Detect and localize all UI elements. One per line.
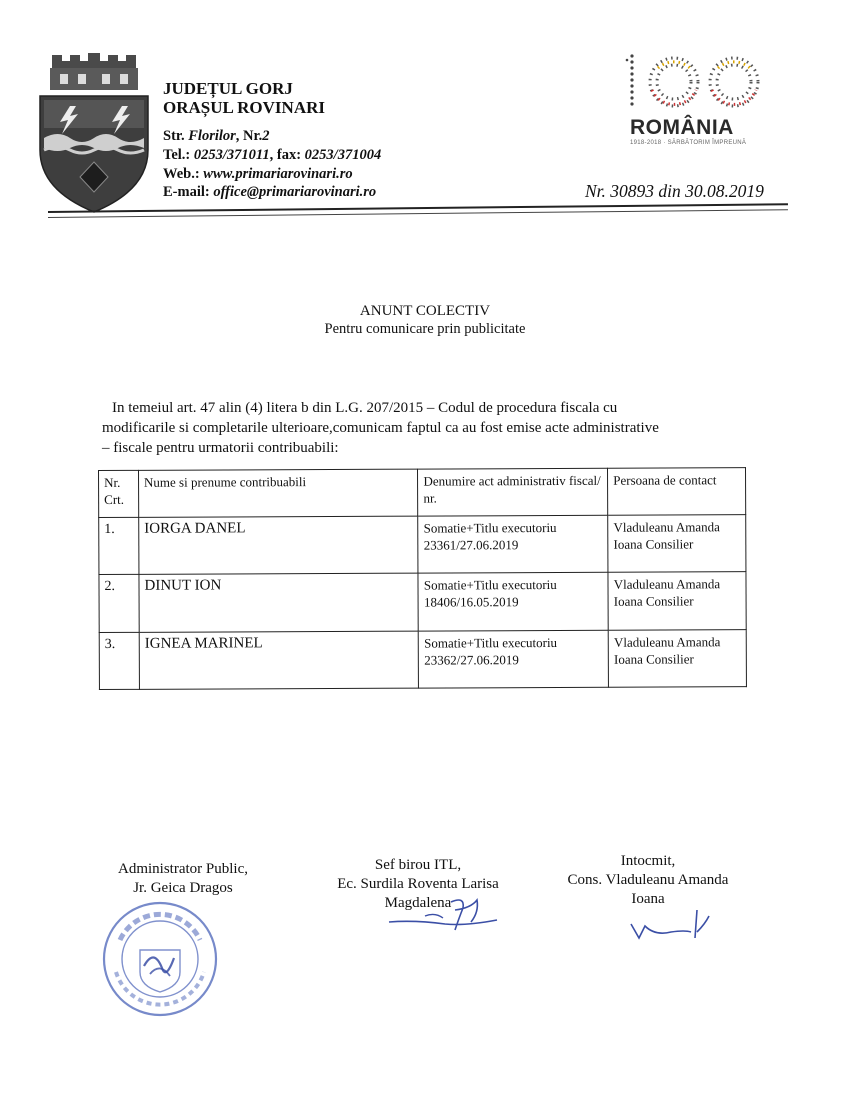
phone-line: Tel.: 0253/371011, fax: 0253/371004 [163, 147, 382, 163]
document-subtitle: Pentru comunicare prin publicitate [324, 321, 526, 337]
romania-logo-text: ROMÂNIA [630, 116, 734, 139]
handwritten-signature-icon [625, 902, 715, 944]
cell-nr: 2. [99, 575, 139, 633]
romania-100-logo-icon [622, 50, 772, 112]
cell-name: IGNEA MARINEL [139, 631, 419, 690]
signature-administrator [98, 860, 268, 898]
table-header-row [99, 468, 746, 518]
table-row [99, 572, 746, 632]
signature-name: Magdalena [384, 895, 452, 911]
signature-name: Ec. Surdila Roventa Larisa [337, 876, 499, 892]
header-contact: Persoana de contact [608, 468, 746, 516]
handwritten-signature-icon [385, 892, 500, 937]
registration-number: Nr. 30893 din 30.08.2019 [585, 181, 764, 201]
header-act: Denumire act administrativ fiscal/ nr. [418, 468, 608, 516]
cell-act: Somatie+Titlu executoriu 23362/27.06.2019 [419, 630, 609, 688]
county-name: JUDEȚUL GORJ [163, 79, 293, 98]
signature-name: Cons. Vladuleanu Amanda [567, 872, 729, 888]
cell-contact: Vladuleanu Amanda Ioana Consilier [608, 572, 746, 630]
table-row [99, 629, 746, 689]
cell-nr: 1. [99, 517, 139, 575]
table-row [99, 515, 746, 575]
signature-name: Jr. Geica Dragos [133, 880, 233, 896]
romania-logo-subtext: 1918-2018 · SĂRBĂTORIM ÎMPREUNĂ [630, 140, 747, 146]
address-line: Str. Florilor, Nr.2 [163, 128, 270, 144]
cell-act: Somatie+Titlu executoriu 18406/16.05.2019 [418, 573, 608, 631]
header-divider [48, 203, 788, 213]
signature-role: Administrator Public, [118, 861, 248, 877]
website-link[interactable]: www.primariarovinari.ro [203, 166, 353, 182]
paragraph-line: modificarile si completarile ulterioare,comunicam faptul ca au fost emise acte administrative [102, 420, 659, 436]
taxpayers-table [98, 470, 746, 690]
email-line: E-mail: office@primariarovinari.ro [163, 184, 377, 200]
signature-name: Ioana [631, 891, 665, 907]
header-nr: Nr. Crt. [99, 470, 139, 517]
cell-nr: 3. [99, 632, 139, 690]
cell-name: IORGA DANEL [139, 516, 419, 575]
signature-role: Sef birou ITL, [374, 857, 462, 873]
paragraph-line: – fiscale pentru urmatorii contribuabili: [102, 440, 339, 456]
official-stamp-icon [100, 900, 220, 1018]
cell-name: DINUT ION [139, 573, 419, 632]
cell-contact: Vladuleanu Amanda Ioana Consilier [608, 515, 746, 573]
cell-contact: Vladuleanu Amanda Ioana Consilier [608, 629, 746, 687]
coat-of-arms-icon [38, 50, 150, 215]
web-line: Web.: www.primariarovinari.ro [163, 166, 353, 182]
signature-role: Intocmit, [620, 853, 676, 869]
document-title: ANUNT COLECTIV [359, 303, 491, 319]
paragraph-line: In temeiul art. 47 alin (4) litera b din L.G. 207/2015 – Codul de procedura fiscala cu [112, 400, 618, 416]
signature-prepared-by [552, 852, 744, 909]
town-name: ORAȘUL ROVINARI [163, 98, 325, 117]
cell-act: Somatie+Titlu executoriu 23361/27.06.2019 [418, 515, 608, 573]
header-name: Nume si prenume contribuabili [138, 469, 418, 517]
email-link[interactable]: office@primariarovinari.ro [213, 184, 377, 200]
